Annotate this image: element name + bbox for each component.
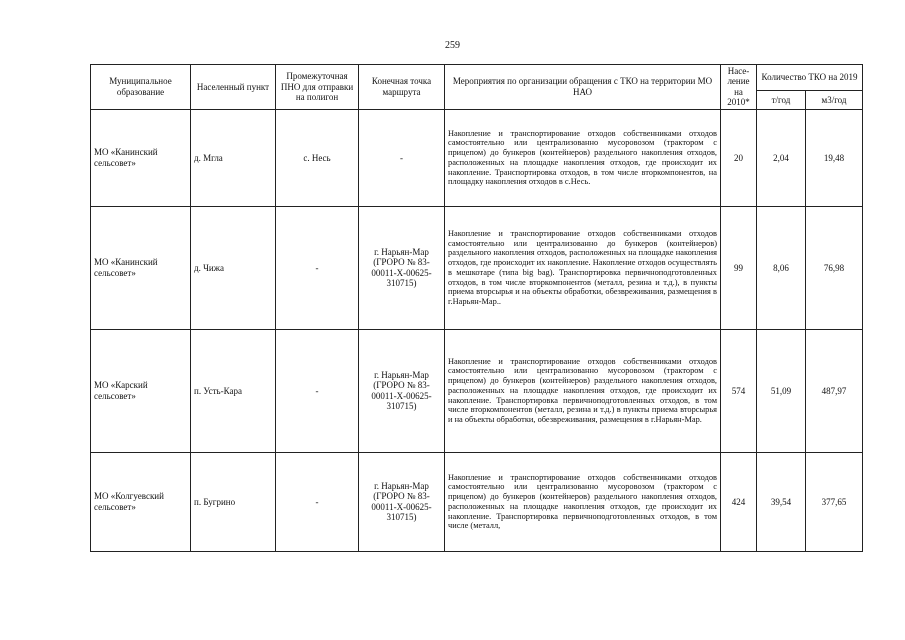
cell-population: 20 xyxy=(721,109,757,206)
cell-intermediate: - xyxy=(276,452,359,551)
table-row xyxy=(91,329,863,452)
header-intermediate: Промежуточная ПНО для отправки на полигон xyxy=(276,65,359,110)
cell-tonnes: 8,06 xyxy=(757,206,806,329)
header-endpoint: Конечная точка маршрута xyxy=(359,65,445,110)
cell-m3: 377,65 xyxy=(806,452,863,551)
cell-population: 424 xyxy=(721,452,757,551)
cell-m3: 76,98 xyxy=(806,206,863,329)
header-municipality: Муниципальное образование xyxy=(91,65,191,110)
cell-endpoint: г. Нарьян-Мар (ГРОРО № 83-00011-Х-00625-310715) xyxy=(359,206,445,329)
cell-endpoint: - xyxy=(359,109,445,206)
header-population: Насе-ление на 2010* xyxy=(721,65,757,110)
page-number: 259 xyxy=(445,40,460,51)
cell-measures: Накопление и транспортирование отходов собственниками отходов самостоятельно или централизованно мусоровозом (трактором с прицепом) до бункеров (контейнеров) раздельного накопления отходов, расположенных на площадке накопления отходов, где происходит их накопление. Транспортировка первичноподготовленных отходов, в том числе (металл, xyxy=(445,452,721,551)
header-row xyxy=(91,65,863,91)
header-quantity-group: Количество ТКО на 2019 xyxy=(757,65,863,91)
table-row xyxy=(91,206,863,329)
cell-settlement: п. Бугрино xyxy=(191,452,276,551)
header-m3: м3/год xyxy=(806,90,863,109)
cell-intermediate: - xyxy=(276,206,359,329)
cell-population: 99 xyxy=(721,206,757,329)
table-row xyxy=(91,452,863,551)
cell-settlement: д. Чижа xyxy=(191,206,276,329)
header-settlement: Населенный пункт xyxy=(191,65,276,110)
cell-intermediate: с. Несь xyxy=(276,109,359,206)
cell-measures: Накопление и транспортирование отходов собственниками отходов самостоятельно или централизованно мусоровозом (трактором с прицепом) до бункеров (контейнеров) раздельного накопления отходов, расположенных на площадке накопления отходов, где происходит их накопление. Транспортировка первичноподготовленных отходов, в том числе вторкомпонентов (металл, резина и т.д.) в пункты приема вторсырья и на объекты обработки, обезвреживания, размещения в г.Нарьян-Мар. xyxy=(445,329,721,452)
cell-population: 574 xyxy=(721,329,757,452)
cell-endpoint: г. Нарьян-Мар (ГРОРО № 83-00011-Х-00625-310715) xyxy=(359,329,445,452)
tko-table xyxy=(90,64,863,552)
header-measures: Мероприятия по организации обращения с ТКО на территории МО НАО xyxy=(445,65,721,110)
cell-settlement: д. Мгла xyxy=(191,109,276,206)
header-tonnes: т/год xyxy=(757,90,806,109)
cell-m3: 19,48 xyxy=(806,109,863,206)
cell-measures: Накопление и транспортирование отходов собственниками отходов самостоятельно или централизованно до бункеров (контейнеров) раздельного накопления отходов, расположенных на площадке накопления отходов, где происходит их накопление. Накопление отходов осуществлять в мешкотаре (типа big bag). Транспортировка первичноподготовленных отходов, в том числе вторкомпонентов (металл, резина и т.д.), в пункты приема вторсырья и на объекты обработки, обезвреживания, размещения в г.Нарьян-Мар.. xyxy=(445,206,721,329)
cell-tonnes: 39,54 xyxy=(757,452,806,551)
cell-municipality: МО «Канинский сельсовет» xyxy=(91,206,191,329)
cell-m3: 487,97 xyxy=(806,329,863,452)
cell-measures: Накопление и транспортирование отходов собственниками отходов самостоятельно или централизованно мусоровозом (трактором с прицепом) до бункеров (контейнеров) раздельного накопления отходов, расположенных на площадке накопления отходов, где происходит их накопление. Транспортировка отходов, в том числе вторкомпонентов, на площадку накопления отходов в с.Несь. xyxy=(445,109,721,206)
cell-tonnes: 2,04 xyxy=(757,109,806,206)
cell-municipality: МО «Канинский сельсовет» xyxy=(91,109,191,206)
cell-intermediate: - xyxy=(276,329,359,452)
cell-municipality: МО «Колгуевский сельсовет» xyxy=(91,452,191,551)
cell-settlement: п. Усть-Кара xyxy=(191,329,276,452)
cell-endpoint: г. Нарьян-Мар (ГРОРО № 83-00011-Х-00625-310715) xyxy=(359,452,445,551)
cell-municipality: МО «Карский сельсовет» xyxy=(91,329,191,452)
table-row xyxy=(91,109,863,206)
cell-tonnes: 51,09 xyxy=(757,329,806,452)
